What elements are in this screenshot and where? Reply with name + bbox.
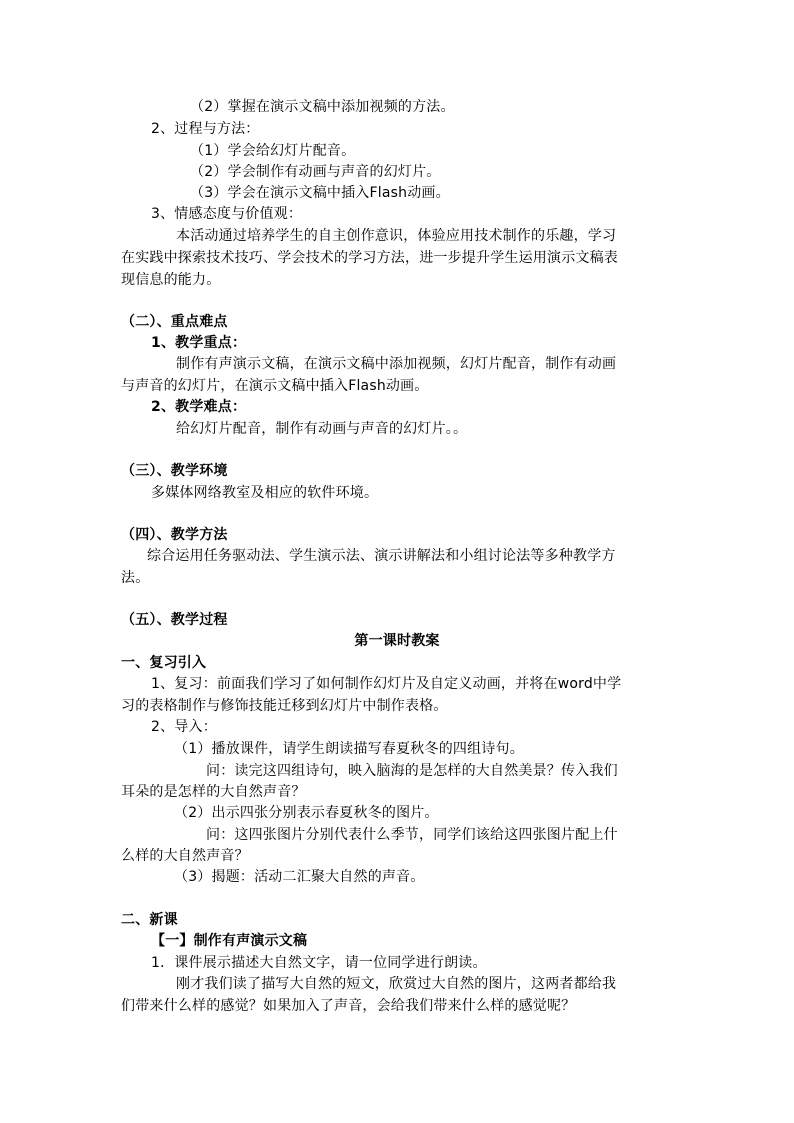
section-heading: 二、新课 bbox=[121, 912, 178, 928]
section-heading: （四）、教学方法 bbox=[121, 527, 228, 543]
text-line: 2、过程与方法： bbox=[151, 121, 260, 137]
section-heading: （三）、教学环境 bbox=[121, 463, 228, 479]
text-line: 与声音的幻灯片，在演示文稿中插入Flash动画。 bbox=[121, 378, 429, 394]
text-line: 多媒体网络教室及相应的软件环境。 bbox=[151, 485, 379, 501]
text-line: （2）学会制作有动画与声音的幻灯片。 bbox=[190, 164, 441, 180]
text-line: 们带来什么样的感觉？如果加入了声音，会给我们带来什么样的感觉呢？ bbox=[121, 998, 576, 1014]
text-line: 1、复习：前面我们学习了如何制作幻灯片及自定义动画，并将在word中学 bbox=[151, 676, 622, 692]
section-heading: 一、复习引入 bbox=[121, 655, 207, 671]
sub-heading: 2、教学难点： bbox=[151, 399, 247, 415]
lesson-title: 第一课时教案 bbox=[354, 633, 440, 649]
text-line: （2）出示四张分别表示春夏秋冬的图片。 bbox=[174, 805, 439, 821]
sub-heading: 1、教学重点： bbox=[151, 335, 247, 351]
text-line: 习的表格制作与修饰技能迁移到幻灯片中制作表格。 bbox=[121, 698, 448, 714]
text-line: 问：读完这四组诗句，映入脑海的是怎样的大自然美景？传入我们 bbox=[206, 763, 618, 779]
text-line: （1）学会给幻灯片配音。 bbox=[190, 143, 356, 159]
text-line: 1．课件展示描述大自然文字，请一位同学进行朗读。 bbox=[151, 955, 487, 971]
section-heading: （五）、教学过程 bbox=[121, 612, 228, 628]
text-line: 3、情感态度与价值观： bbox=[151, 206, 303, 222]
section-heading: （二）、重点难点 bbox=[121, 314, 228, 330]
text-line: （3）揭题：活动二汇聚大自然的声音。 bbox=[174, 869, 425, 885]
text-line: 2、导入： bbox=[151, 719, 217, 735]
text-line: 耳朵的是怎样的大自然声音？ bbox=[121, 784, 306, 800]
text-line: 问：这四张图片分别代表什么季节，同学们该给这四张图片配上什 bbox=[206, 827, 618, 843]
text-line: （2）掌握在演示文稿中添加视频的方法。 bbox=[190, 99, 455, 115]
sub-heading: 【一】制作有声演示文稿 bbox=[151, 933, 308, 949]
text-line: 本活动通过培养学生的自主创作意识，体验应用技术制作的乐趣，学习 bbox=[176, 228, 617, 244]
text-line: 刚才我们读了描写大自然的短文，欣赏过大自然的图片，这两者都给我 bbox=[176, 976, 617, 992]
text-line: 在实践中探索技术技巧、学会技术的学习方法，进一步提升学生运用演示文稿表 bbox=[121, 250, 618, 266]
text-line: （1）播放课件，请学生朗读描写春夏秋冬的四组诗句。 bbox=[174, 741, 524, 757]
text-line: （3）学会在演示文稿中插入Flash动画。 bbox=[190, 185, 450, 201]
text-line: 法。 bbox=[121, 570, 150, 586]
text-line: 现信息的能力。 bbox=[121, 272, 221, 288]
text-line: 制作有声演示文稿，在演示文稿中添加视频，幻灯片配音，制作有动画 bbox=[176, 356, 617, 372]
text-line: 给幻灯片配音，制作有动画与声音的幻灯片。。 bbox=[176, 421, 468, 437]
text-line: 综合运用任务驱动法、学生演示法、演示讲解法和小组讨论法等多种教学方 bbox=[147, 548, 616, 564]
text-line: 么样的大自然声音？ bbox=[121, 848, 249, 864]
